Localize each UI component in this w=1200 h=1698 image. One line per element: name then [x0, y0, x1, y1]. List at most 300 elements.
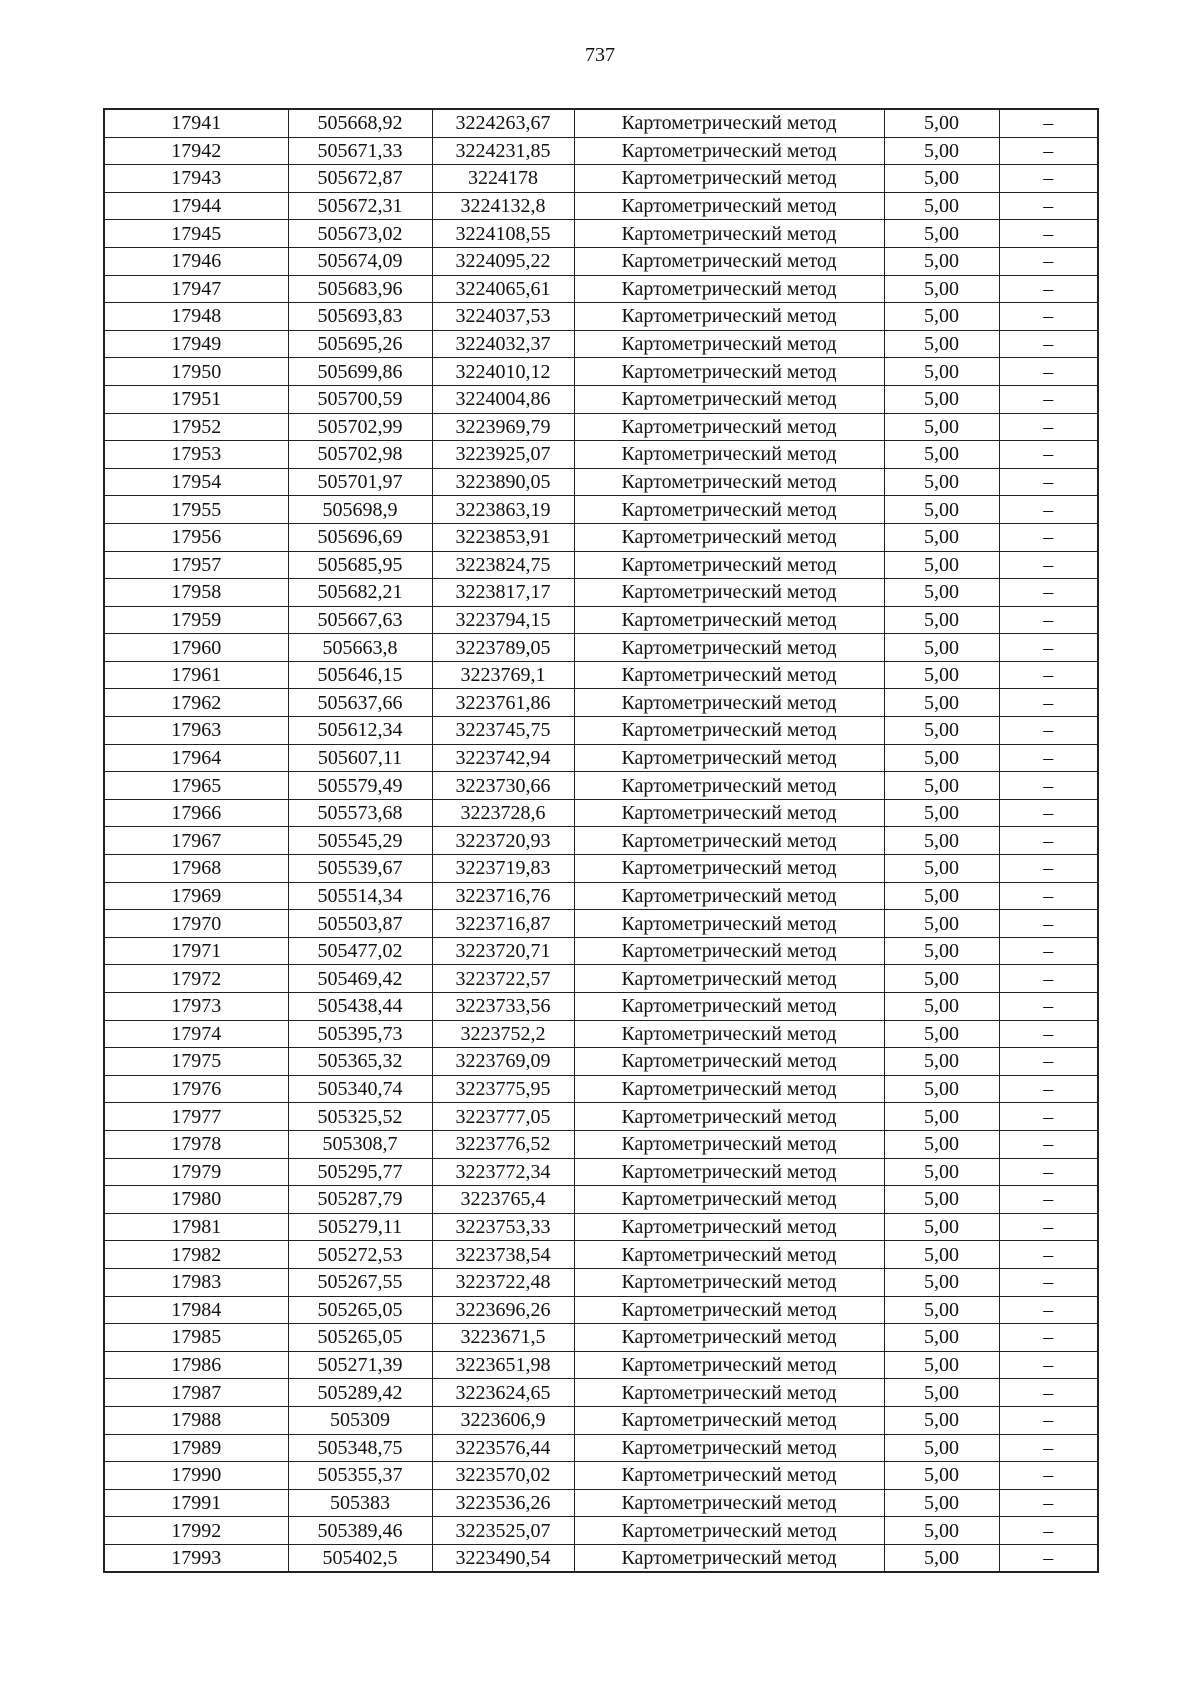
point-number-cell: 17981: [104, 1213, 288, 1241]
point-number-cell: 17973: [104, 993, 288, 1021]
table-row: [104, 165, 1098, 193]
x-coordinate-cell: 505698,9: [288, 496, 432, 524]
x-coordinate-cell: 505267,55: [288, 1268, 432, 1296]
note-cell: –: [999, 1351, 1098, 1379]
method-cell: Картометрический метод: [574, 1213, 884, 1241]
note-cell: –: [999, 1324, 1098, 1352]
table-row: [104, 413, 1098, 441]
point-number-cell: 17980: [104, 1186, 288, 1214]
x-coordinate-cell: 505674,09: [288, 247, 432, 275]
method-cell: Картометрический метод: [574, 606, 884, 634]
accuracy-cell: 5,00: [884, 551, 999, 579]
table-row: [104, 993, 1098, 1021]
point-number-cell: 17986: [104, 1351, 288, 1379]
point-number-cell: 17966: [104, 799, 288, 827]
accuracy-cell: 5,00: [884, 165, 999, 193]
point-number-cell: 17967: [104, 827, 288, 855]
point-number-cell: 17970: [104, 910, 288, 938]
note-cell: –: [999, 1158, 1098, 1186]
y-coordinate-cell: 3223789,05: [432, 634, 574, 662]
method-cell: Картометрический метод: [574, 634, 884, 662]
y-coordinate-cell: 3223720,71: [432, 937, 574, 965]
table-row: [104, 1075, 1098, 1103]
y-coordinate-cell: 3223752,2: [432, 1020, 574, 1048]
accuracy-cell: 5,00: [884, 606, 999, 634]
table-row: [104, 772, 1098, 800]
method-cell: Картометрический метод: [574, 1324, 884, 1352]
x-coordinate-cell: 505672,31: [288, 192, 432, 220]
accuracy-cell: 5,00: [884, 137, 999, 165]
x-coordinate-cell: 505701,97: [288, 468, 432, 496]
x-coordinate-cell: 505612,34: [288, 717, 432, 745]
y-coordinate-cell: 3223490,54: [432, 1544, 574, 1572]
y-coordinate-cell: 3224231,85: [432, 137, 574, 165]
table-row: [104, 717, 1098, 745]
x-coordinate-cell: 505695,26: [288, 330, 432, 358]
table-row: [104, 247, 1098, 275]
x-coordinate-cell: 505699,86: [288, 358, 432, 386]
point-number-cell: 17943: [104, 165, 288, 193]
x-coordinate-cell: 505682,21: [288, 579, 432, 607]
coordinates-table: [103, 108, 1099, 1573]
note-cell: –: [999, 1434, 1098, 1462]
point-number-cell: 17992: [104, 1517, 288, 1545]
table-row: [104, 634, 1098, 662]
table-row: [104, 1186, 1098, 1214]
note-cell: –: [999, 1241, 1098, 1269]
y-coordinate-cell: 3223761,86: [432, 689, 574, 717]
y-coordinate-cell: 3223853,91: [432, 523, 574, 551]
x-coordinate-cell: 505702,99: [288, 413, 432, 441]
table-row: [104, 965, 1098, 993]
note-cell: –: [999, 606, 1098, 634]
note-cell: –: [999, 717, 1098, 745]
point-number-cell: 17983: [104, 1268, 288, 1296]
table-row: [104, 1213, 1098, 1241]
method-cell: Картометрический метод: [574, 275, 884, 303]
accuracy-cell: 5,00: [884, 247, 999, 275]
x-coordinate-cell: 505340,74: [288, 1075, 432, 1103]
method-cell: Картометрический метод: [574, 1020, 884, 1048]
table-row: [104, 744, 1098, 772]
point-number-cell: 17959: [104, 606, 288, 634]
point-number-cell: 17960: [104, 634, 288, 662]
y-coordinate-cell: 3223576,44: [432, 1434, 574, 1462]
point-number-cell: 17951: [104, 385, 288, 413]
accuracy-cell: 5,00: [884, 1075, 999, 1103]
y-coordinate-cell: 3224010,12: [432, 358, 574, 386]
note-cell: –: [999, 441, 1098, 469]
method-cell: Картометрический метод: [574, 799, 884, 827]
x-coordinate-cell: 505702,98: [288, 441, 432, 469]
note-cell: –: [999, 772, 1098, 800]
note-cell: –: [999, 165, 1098, 193]
y-coordinate-cell: 3223730,66: [432, 772, 574, 800]
y-coordinate-cell: 3223696,26: [432, 1296, 574, 1324]
accuracy-cell: 5,00: [884, 441, 999, 469]
y-coordinate-cell: 3223775,95: [432, 1075, 574, 1103]
y-coordinate-cell: 3224065,61: [432, 275, 574, 303]
y-coordinate-cell: 3224004,86: [432, 385, 574, 413]
accuracy-cell: 5,00: [884, 1296, 999, 1324]
y-coordinate-cell: 3223794,15: [432, 606, 574, 634]
note-cell: –: [999, 385, 1098, 413]
method-cell: Картометрический метод: [574, 192, 884, 220]
method-cell: Картометрический метод: [574, 468, 884, 496]
method-cell: Картометрический метод: [574, 1544, 884, 1572]
method-cell: Картометрический метод: [574, 772, 884, 800]
accuracy-cell: 5,00: [884, 965, 999, 993]
point-number-cell: 17968: [104, 855, 288, 883]
accuracy-cell: 5,00: [884, 1268, 999, 1296]
method-cell: Картометрический метод: [574, 1103, 884, 1131]
point-number-cell: 17958: [104, 579, 288, 607]
note-cell: –: [999, 965, 1098, 993]
method-cell: Картометрический метод: [574, 496, 884, 524]
x-coordinate-cell: 505309: [288, 1406, 432, 1434]
x-coordinate-cell: 505685,95: [288, 551, 432, 579]
table-row: [104, 385, 1098, 413]
accuracy-cell: 5,00: [884, 661, 999, 689]
x-coordinate-cell: 505683,96: [288, 275, 432, 303]
accuracy-cell: 5,00: [884, 523, 999, 551]
accuracy-cell: 5,00: [884, 744, 999, 772]
method-cell: Картометрический метод: [574, 1296, 884, 1324]
note-cell: –: [999, 1296, 1098, 1324]
y-coordinate-cell: 3223890,05: [432, 468, 574, 496]
y-coordinate-cell: 3223671,5: [432, 1324, 574, 1352]
method-cell: Картометрический метод: [574, 717, 884, 745]
method-cell: Картометрический метод: [574, 137, 884, 165]
x-coordinate-cell: 505672,87: [288, 165, 432, 193]
y-coordinate-cell: 3223925,07: [432, 441, 574, 469]
point-number-cell: 17955: [104, 496, 288, 524]
table-row: [104, 1351, 1098, 1379]
y-coordinate-cell: 3224108,55: [432, 220, 574, 248]
y-coordinate-cell: 3223772,34: [432, 1158, 574, 1186]
note-cell: –: [999, 468, 1098, 496]
table-row: [104, 689, 1098, 717]
note-cell: –: [999, 220, 1098, 248]
method-cell: Картометрический метод: [574, 579, 884, 607]
y-coordinate-cell: 3223720,93: [432, 827, 574, 855]
note-cell: –: [999, 1379, 1098, 1407]
accuracy-cell: 5,00: [884, 882, 999, 910]
note-cell: –: [999, 192, 1098, 220]
accuracy-cell: 5,00: [884, 1130, 999, 1158]
note-cell: –: [999, 661, 1098, 689]
method-cell: Картометрический метод: [574, 993, 884, 1021]
note-cell: –: [999, 937, 1098, 965]
table-row: [104, 1489, 1098, 1517]
method-cell: Картометрический метод: [574, 1351, 884, 1379]
table-row: [104, 1544, 1098, 1572]
x-coordinate-cell: 505348,75: [288, 1434, 432, 1462]
table-row: [104, 358, 1098, 386]
point-number-cell: 17947: [104, 275, 288, 303]
method-cell: Картометрический метод: [574, 247, 884, 275]
method-cell: Картометрический метод: [574, 965, 884, 993]
x-coordinate-cell: 505289,42: [288, 1379, 432, 1407]
x-coordinate-cell: 505265,05: [288, 1324, 432, 1352]
accuracy-cell: 5,00: [884, 303, 999, 331]
method-cell: Картометрический метод: [574, 330, 884, 358]
table-row: [104, 799, 1098, 827]
x-coordinate-cell: 505667,63: [288, 606, 432, 634]
x-coordinate-cell: 505700,59: [288, 385, 432, 413]
table-row: [104, 1048, 1098, 1076]
table-row: [104, 606, 1098, 634]
table-row: [104, 275, 1098, 303]
method-cell: Картометрический метод: [574, 1379, 884, 1407]
method-cell: Картометрический метод: [574, 827, 884, 855]
accuracy-cell: 5,00: [884, 192, 999, 220]
accuracy-cell: 5,00: [884, 385, 999, 413]
accuracy-cell: 5,00: [884, 330, 999, 358]
note-cell: –: [999, 855, 1098, 883]
x-coordinate-cell: 505395,73: [288, 1020, 432, 1048]
table-row: [104, 1324, 1098, 1352]
point-number-cell: 17946: [104, 247, 288, 275]
method-cell: Картометрический метод: [574, 1186, 884, 1214]
y-coordinate-cell: 3223624,65: [432, 1379, 574, 1407]
method-cell: Картометрический метод: [574, 661, 884, 689]
point-number-cell: 17961: [104, 661, 288, 689]
accuracy-cell: 5,00: [884, 1158, 999, 1186]
method-cell: Картометрический метод: [574, 1158, 884, 1186]
point-number-cell: 17991: [104, 1489, 288, 1517]
y-coordinate-cell: 3223863,19: [432, 496, 574, 524]
y-coordinate-cell: 3224178: [432, 165, 574, 193]
y-coordinate-cell: 3223738,54: [432, 1241, 574, 1269]
y-coordinate-cell: 3223651,98: [432, 1351, 574, 1379]
point-number-cell: 17974: [104, 1020, 288, 1048]
point-number-cell: 17987: [104, 1379, 288, 1407]
method-cell: Картометрический метод: [574, 1489, 884, 1517]
x-coordinate-cell: 505272,53: [288, 1241, 432, 1269]
method-cell: Картометрический метод: [574, 855, 884, 883]
x-coordinate-cell: 505573,68: [288, 799, 432, 827]
accuracy-cell: 5,00: [884, 1324, 999, 1352]
note-cell: –: [999, 1048, 1098, 1076]
method-cell: Картометрический метод: [574, 689, 884, 717]
table-row: [104, 1020, 1098, 1048]
table-row: [104, 1517, 1098, 1545]
method-cell: Картометрический метод: [574, 1517, 884, 1545]
accuracy-cell: 5,00: [884, 220, 999, 248]
note-cell: –: [999, 523, 1098, 551]
method-cell: Картометрический метод: [574, 1462, 884, 1490]
point-number-cell: 17952: [104, 413, 288, 441]
method-cell: Картометрический метод: [574, 1268, 884, 1296]
method-cell: Картометрический метод: [574, 523, 884, 551]
table-row: [104, 1406, 1098, 1434]
y-coordinate-cell: 3223776,52: [432, 1130, 574, 1158]
point-number-cell: 17942: [104, 137, 288, 165]
accuracy-cell: 5,00: [884, 1434, 999, 1462]
x-coordinate-cell: 505663,8: [288, 634, 432, 662]
y-coordinate-cell: 3223769,09: [432, 1048, 574, 1076]
accuracy-cell: 5,00: [884, 468, 999, 496]
y-coordinate-cell: 3223765,4: [432, 1186, 574, 1214]
accuracy-cell: 5,00: [884, 579, 999, 607]
point-number-cell: 17984: [104, 1296, 288, 1324]
accuracy-cell: 5,00: [884, 1103, 999, 1131]
point-number-cell: 17944: [104, 192, 288, 220]
method-cell: Картометрический метод: [574, 1406, 884, 1434]
method-cell: Картометрический метод: [574, 551, 884, 579]
point-number-cell: 17985: [104, 1324, 288, 1352]
table-row: [104, 579, 1098, 607]
note-cell: –: [999, 993, 1098, 1021]
x-coordinate-cell: 505438,44: [288, 993, 432, 1021]
table-row: [104, 827, 1098, 855]
table-row: [104, 1462, 1098, 1490]
y-coordinate-cell: 3224132,8: [432, 192, 574, 220]
point-number-cell: 17945: [104, 220, 288, 248]
note-cell: –: [999, 1075, 1098, 1103]
x-coordinate-cell: 505477,02: [288, 937, 432, 965]
note-cell: –: [999, 137, 1098, 165]
note-cell: –: [999, 551, 1098, 579]
accuracy-cell: 5,00: [884, 1048, 999, 1076]
table-row: [104, 137, 1098, 165]
note-cell: –: [999, 1186, 1098, 1214]
accuracy-cell: 5,00: [884, 109, 999, 137]
point-number-cell: 17964: [104, 744, 288, 772]
x-coordinate-cell: 505673,02: [288, 220, 432, 248]
table-row: [104, 1434, 1098, 1462]
accuracy-cell: 5,00: [884, 1462, 999, 1490]
accuracy-cell: 5,00: [884, 1213, 999, 1241]
note-cell: –: [999, 799, 1098, 827]
table-row: [104, 1158, 1098, 1186]
note-cell: –: [999, 882, 1098, 910]
note-cell: –: [999, 1462, 1098, 1490]
note-cell: –: [999, 496, 1098, 524]
accuracy-cell: 5,00: [884, 993, 999, 1021]
table-row: [104, 1103, 1098, 1131]
point-number-cell: 17979: [104, 1158, 288, 1186]
note-cell: –: [999, 330, 1098, 358]
note-cell: –: [999, 1268, 1098, 1296]
note-cell: –: [999, 1517, 1098, 1545]
point-number-cell: 17962: [104, 689, 288, 717]
point-number-cell: 17972: [104, 965, 288, 993]
note-cell: –: [999, 109, 1098, 137]
table-body: [104, 109, 1098, 1572]
method-cell: Картометрический метод: [574, 1434, 884, 1462]
method-cell: Картометрический метод: [574, 441, 884, 469]
x-coordinate-cell: 505671,33: [288, 137, 432, 165]
method-cell: Картометрический метод: [574, 165, 884, 193]
table-row: [104, 330, 1098, 358]
point-number-cell: 17941: [104, 109, 288, 137]
x-coordinate-cell: 505295,77: [288, 1158, 432, 1186]
accuracy-cell: 5,00: [884, 634, 999, 662]
accuracy-cell: 5,00: [884, 1406, 999, 1434]
table-row: [104, 855, 1098, 883]
y-coordinate-cell: 3223536,26: [432, 1489, 574, 1517]
y-coordinate-cell: 3224095,22: [432, 247, 574, 275]
y-coordinate-cell: 3223716,76: [432, 882, 574, 910]
y-coordinate-cell: 3223716,87: [432, 910, 574, 938]
note-cell: –: [999, 358, 1098, 386]
x-coordinate-cell: 505646,15: [288, 661, 432, 689]
x-coordinate-cell: 505287,79: [288, 1186, 432, 1214]
method-cell: Картометрический метод: [574, 413, 884, 441]
point-number-cell: 17948: [104, 303, 288, 331]
x-coordinate-cell: 505308,7: [288, 1130, 432, 1158]
table-row: [104, 109, 1098, 137]
table-row: [104, 551, 1098, 579]
point-number-cell: 17954: [104, 468, 288, 496]
note-cell: –: [999, 1020, 1098, 1048]
method-cell: Картометрический метод: [574, 1130, 884, 1158]
table-row: [104, 523, 1098, 551]
point-number-cell: 17965: [104, 772, 288, 800]
y-coordinate-cell: 3223722,48: [432, 1268, 574, 1296]
accuracy-cell: 5,00: [884, 689, 999, 717]
y-coordinate-cell: 3223824,75: [432, 551, 574, 579]
y-coordinate-cell: 3223728,6: [432, 799, 574, 827]
x-coordinate-cell: 505271,39: [288, 1351, 432, 1379]
method-cell: Картометрический метод: [574, 385, 884, 413]
note-cell: –: [999, 1103, 1098, 1131]
y-coordinate-cell: 3223525,07: [432, 1517, 574, 1545]
accuracy-cell: 5,00: [884, 1020, 999, 1048]
note-cell: –: [999, 634, 1098, 662]
accuracy-cell: 5,00: [884, 1517, 999, 1545]
table-row: [104, 441, 1098, 469]
accuracy-cell: 5,00: [884, 910, 999, 938]
table-row: [104, 220, 1098, 248]
method-cell: Картометрический метод: [574, 109, 884, 137]
y-coordinate-cell: 3224263,67: [432, 109, 574, 137]
method-cell: Картометрический метод: [574, 937, 884, 965]
point-number-cell: 17990: [104, 1462, 288, 1490]
point-number-cell: 17957: [104, 551, 288, 579]
y-coordinate-cell: 3224037,53: [432, 303, 574, 331]
accuracy-cell: 5,00: [884, 1379, 999, 1407]
accuracy-cell: 5,00: [884, 275, 999, 303]
y-coordinate-cell: 3223733,56: [432, 993, 574, 1021]
point-number-cell: 17963: [104, 717, 288, 745]
point-number-cell: 17977: [104, 1103, 288, 1131]
x-coordinate-cell: 505539,67: [288, 855, 432, 883]
point-number-cell: 17978: [104, 1130, 288, 1158]
point-number-cell: 17953: [104, 441, 288, 469]
y-coordinate-cell: 3223719,83: [432, 855, 574, 883]
accuracy-cell: 5,00: [884, 1489, 999, 1517]
y-coordinate-cell: 3223606,9: [432, 1406, 574, 1434]
y-coordinate-cell: 3223969,79: [432, 413, 574, 441]
note-cell: –: [999, 1544, 1098, 1572]
method-cell: Картометрический метод: [574, 303, 884, 331]
note-cell: –: [999, 1130, 1098, 1158]
accuracy-cell: 5,00: [884, 496, 999, 524]
point-number-cell: 17982: [104, 1241, 288, 1269]
method-cell: Картометрический метод: [574, 882, 884, 910]
page-number: 737: [585, 44, 615, 66]
method-cell: Картометрический метод: [574, 1241, 884, 1269]
method-cell: Картометрический метод: [574, 1048, 884, 1076]
accuracy-cell: 5,00: [884, 772, 999, 800]
y-coordinate-cell: 3223742,94: [432, 744, 574, 772]
x-coordinate-cell: 505579,49: [288, 772, 432, 800]
note-cell: –: [999, 1489, 1098, 1517]
x-coordinate-cell: 505355,37: [288, 1462, 432, 1490]
